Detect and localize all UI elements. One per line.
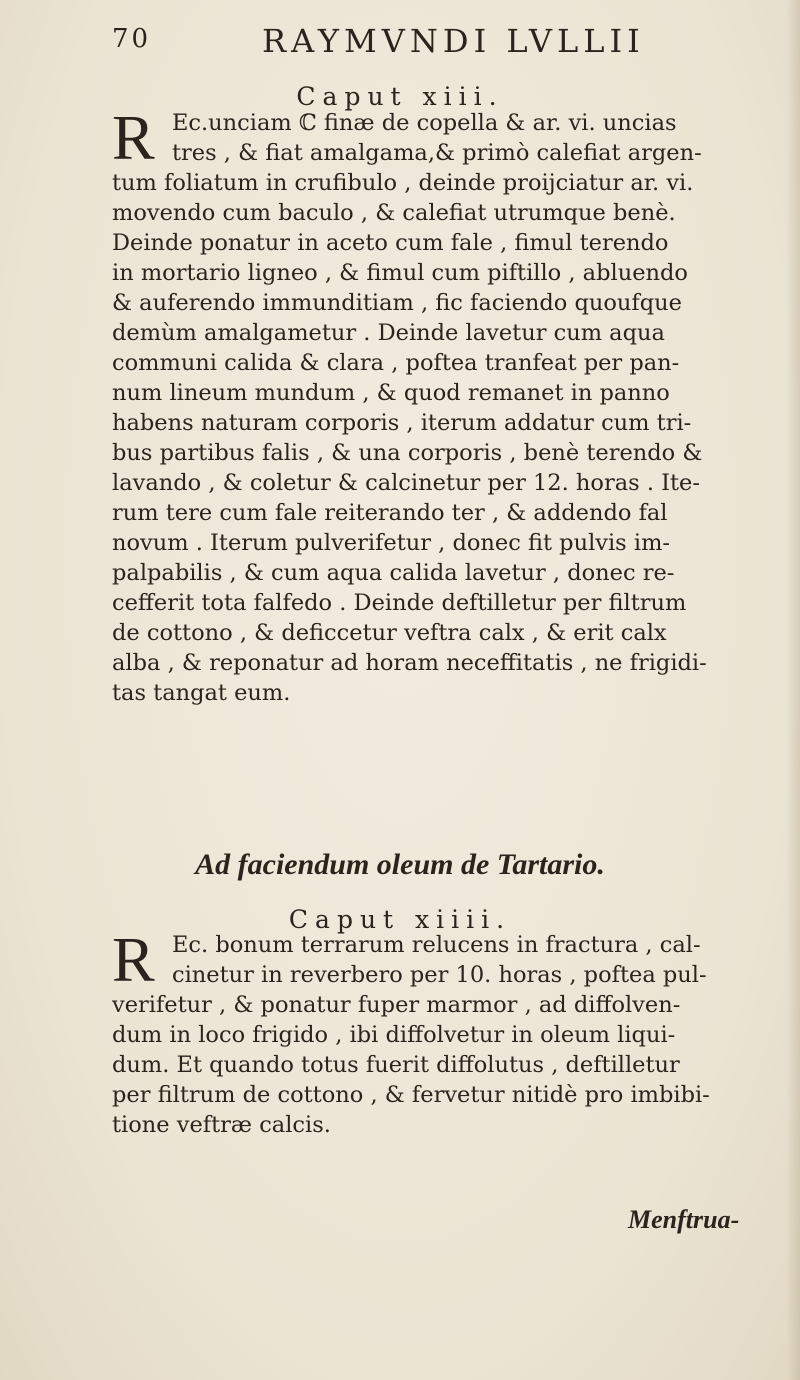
chapter-heading: Caput xiiii. bbox=[288, 905, 512, 934]
running-title: RAYMVNDI LVLLII bbox=[262, 22, 645, 60]
drop-capital: R bbox=[112, 102, 155, 173]
text-line: & auferendo immunditiam , fic faciendo quoufque bbox=[112, 290, 682, 316]
text-line: tres , & fiat amalgama,& primò calefiat argen- bbox=[172, 140, 702, 166]
text-line: num lineum mundum , & quod remanet in panno bbox=[112, 380, 670, 406]
text-line: Deinde ponatur in aceto cum fale , fimul terendo bbox=[112, 230, 669, 256]
text-line: per filtrum de cottono , & fervetur nitidè pro imbibi- bbox=[112, 1082, 710, 1108]
page-number: 70 bbox=[112, 24, 152, 54]
chapter-text bbox=[112, 102, 772, 708]
catchword: Menftrua- bbox=[628, 1205, 740, 1234]
text-line: alba , & reponatur ad horam neceffitatis , ne frigidi- bbox=[112, 650, 707, 676]
page-edge-shadow bbox=[786, 0, 800, 1380]
text-line: Ec.unciam ℂ finæ de copella & ar. vi. uncias bbox=[172, 110, 677, 136]
recipe-subheading: Ad faciendum oleum de Tartario. bbox=[195, 848, 605, 881]
chapter-text bbox=[112, 924, 772, 1140]
text-line: habens naturam corporis , iterum addatur cum tri- bbox=[112, 410, 692, 436]
text-line: communi calida & clara , poftea tranfeat per pan- bbox=[112, 350, 680, 376]
text-line: cefferit tota falfedo . Deinde deftilletur per filtrum bbox=[112, 590, 687, 616]
text-line: in mortario ligneo , & fimul cum piftillo , abluendo bbox=[112, 260, 688, 286]
text-line: tas tangat eum. bbox=[112, 680, 291, 706]
text-line: tum foliatum in crufibulo , deinde proijciatur ar. vi. bbox=[112, 170, 694, 196]
text-line: bus partibus falis , & una corporis , benè terendo & bbox=[112, 440, 703, 466]
text-line: lavando , & coletur & calcinetur per 12. horas . Ite- bbox=[112, 470, 700, 496]
text-line: de cottono , & deficcetur veftra calx , & erit calx bbox=[112, 620, 667, 646]
text-line: palpabilis , & cum aqua calida lavetur , donec re- bbox=[112, 560, 675, 586]
text-line: tione veftræ calcis. bbox=[112, 1112, 331, 1138]
text-line: verifetur , & ponatur fuper marmor , ad diffolven- bbox=[112, 992, 681, 1018]
text-line: dum. Et quando totus fuerit diffolutus , deftilletur bbox=[112, 1052, 680, 1078]
text-line: demùm amalgametur . Deinde lavetur cum aqua bbox=[112, 320, 665, 346]
text-line: dum in loco frigido , ibi diffolvetur in oleum liqui- bbox=[112, 1022, 676, 1048]
text-line: novum . Iterum pulverifetur , donec fit pulvis im- bbox=[112, 530, 671, 556]
text-line: rum tere cum fale reiterando ter , & addendo fal bbox=[112, 500, 668, 526]
text-line: Ec. bonum terrarum relucens in fractura , cal- bbox=[172, 932, 701, 958]
chapter-heading: Caput xiii. bbox=[296, 82, 504, 111]
text-line: movendo cum baculo , & calefiat utrumque benè. bbox=[112, 200, 676, 226]
drop-capital: R bbox=[112, 924, 155, 995]
text-line: cinetur in reverbero per 10. horas , poftea pul- bbox=[172, 962, 707, 988]
running-head bbox=[112, 22, 740, 62]
